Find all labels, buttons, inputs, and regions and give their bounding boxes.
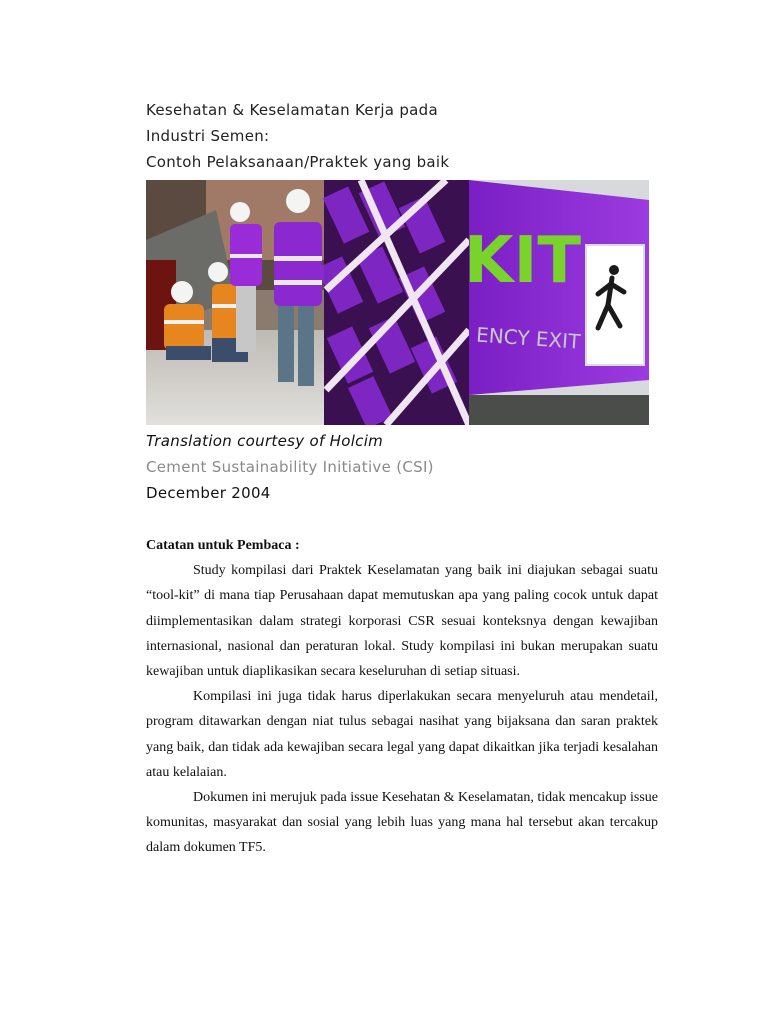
notes-heading: Catatan untuk Pembaca : (146, 538, 300, 553)
workers-photo (146, 180, 324, 425)
title-line-2: Industri Semen: (146, 127, 270, 145)
title-line-1: Kesehatan & Keselamatan Kerja pada (146, 101, 438, 119)
translation-credit: Translation courtesy of Holcim (146, 432, 384, 450)
publication-date: December 2004 (146, 484, 271, 502)
cover-banner-image (146, 180, 649, 425)
emergency-exit-sign-photo (464, 180, 649, 425)
organization-name: Cement Sustainability Initiative (CSI) (146, 458, 434, 476)
sign-text-small: ENCY EXIT (475, 322, 582, 354)
sign-text-large: KIT (464, 224, 582, 298)
notes-paragraph-2: Kompilasi ini juga tidak harus diperlakukan secara menyeluruh atau mendetail, program ditawarkan dengan niat tulus sebagai nasihat yang bijaksana dan saran praktek yang baik, dan tidak ada kewajiban secara legal yang dapat dikaitkan jika terjadi kesalahan atau kelalaian. (146, 689, 658, 780)
purple-grid-photo (317, 180, 469, 425)
reader-notes-section (146, 533, 658, 861)
title-line-3: Contoh Pelaksanaan/Praktek yang baik (146, 153, 450, 171)
notes-paragraph-1: Study kompilasi dari Praktek Keselamatan yang baik ini diajukan sebagai suatu “tool-kit” di mana tiap Perusahaan dapat memutuskan apa yang paling cocok untuk dapat diimplementasikan dalam strategi korporasi CSR sesuai konteksnya dengan kewajiban internasional, nasional dan peraturan lokal. Study kompilasi ini bukan merupakan suatu kewajiban untuk diaplikasikan secara keseluruhan di setiap situasi. (146, 563, 658, 680)
notes-paragraph-3: Dokumen ini merujuk pada issue Kesehatan & Keselamatan, tidak mencakup issue komunitas, masyarakat dan sosial yang lebih luas yang mana hal tersebut akan tercakup dalam dokumen TF5. (146, 790, 658, 856)
